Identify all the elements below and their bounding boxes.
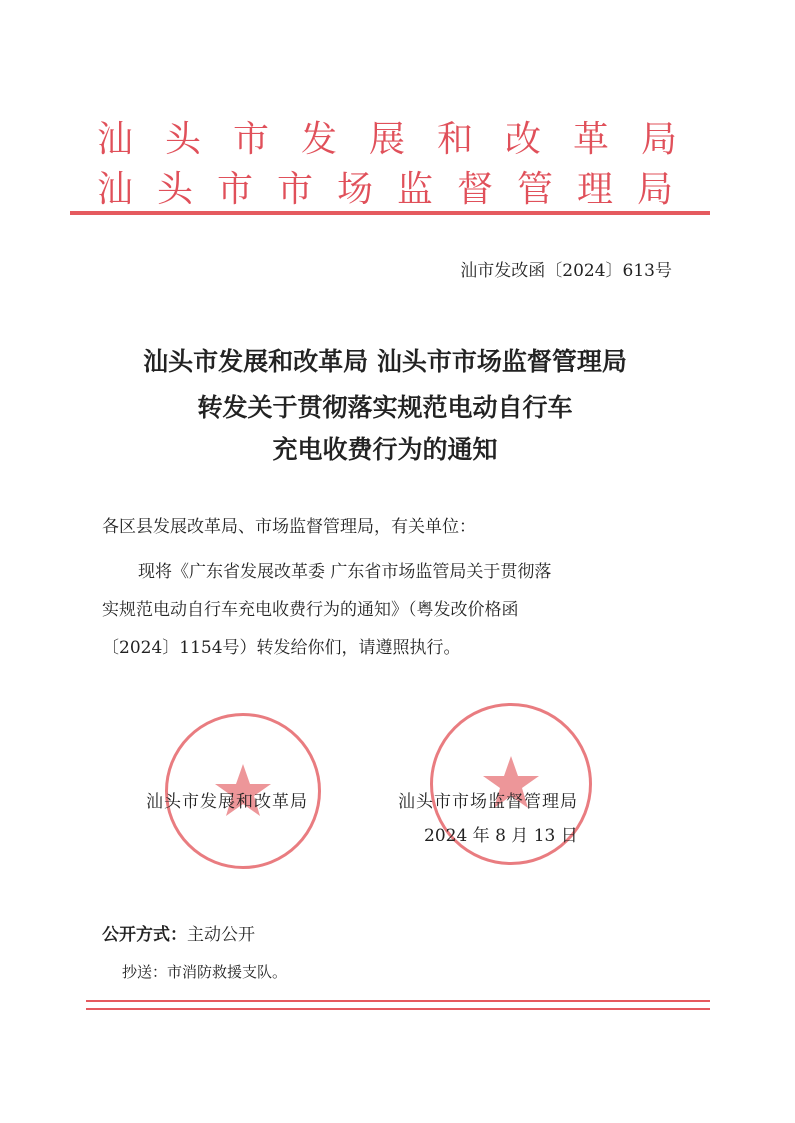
paragraph-line-3: 〔2024〕1154号）转发给你们，请遵照执行。 [102,638,461,658]
signature-date: 2024 年 8 月 13 日 [424,826,578,846]
cc-label: 抄送： [122,963,168,981]
document-number: 汕市发改函〔2024〕613号 [460,261,672,281]
signature-left: 汕头市发展和改革局 [146,792,308,812]
title-line-1: 汕头市发展和改革局 汕头市市场监督管理局 [143,347,627,376]
footer-rule-bottom [86,1008,710,1010]
title-line-2: 转发关于贯彻落实规范电动自行车 [197,393,573,422]
title-line-3: 充电收费行为的通知 [272,435,498,464]
header-org-2: 汕头市市场监督管理局 [97,169,698,210]
header-red-rule [70,211,710,215]
header-org-1: 汕头市发展和改革局 [97,119,710,160]
cc-line [122,961,287,982]
cc-value: 市消防救援支队。 [167,963,288,981]
signature-right: 汕头市市场监督管理局 [398,792,578,812]
footer-rule-top [86,1000,710,1002]
paragraph-line-1: 现将《广东省发展改革委 广东省市场监管局关于贯彻落 [138,562,552,582]
disclosure-label: 公开方式： [102,925,187,945]
salutation: 各区县发展改革局、市场监督管理局，有关单位： [102,517,476,537]
disclosure-line [102,920,255,945]
paragraph-line-2: 实规范电动自行车充电收费行为的通知》（粤发改价格函 [102,600,519,620]
disclosure-value: 主动公开 [187,925,255,945]
